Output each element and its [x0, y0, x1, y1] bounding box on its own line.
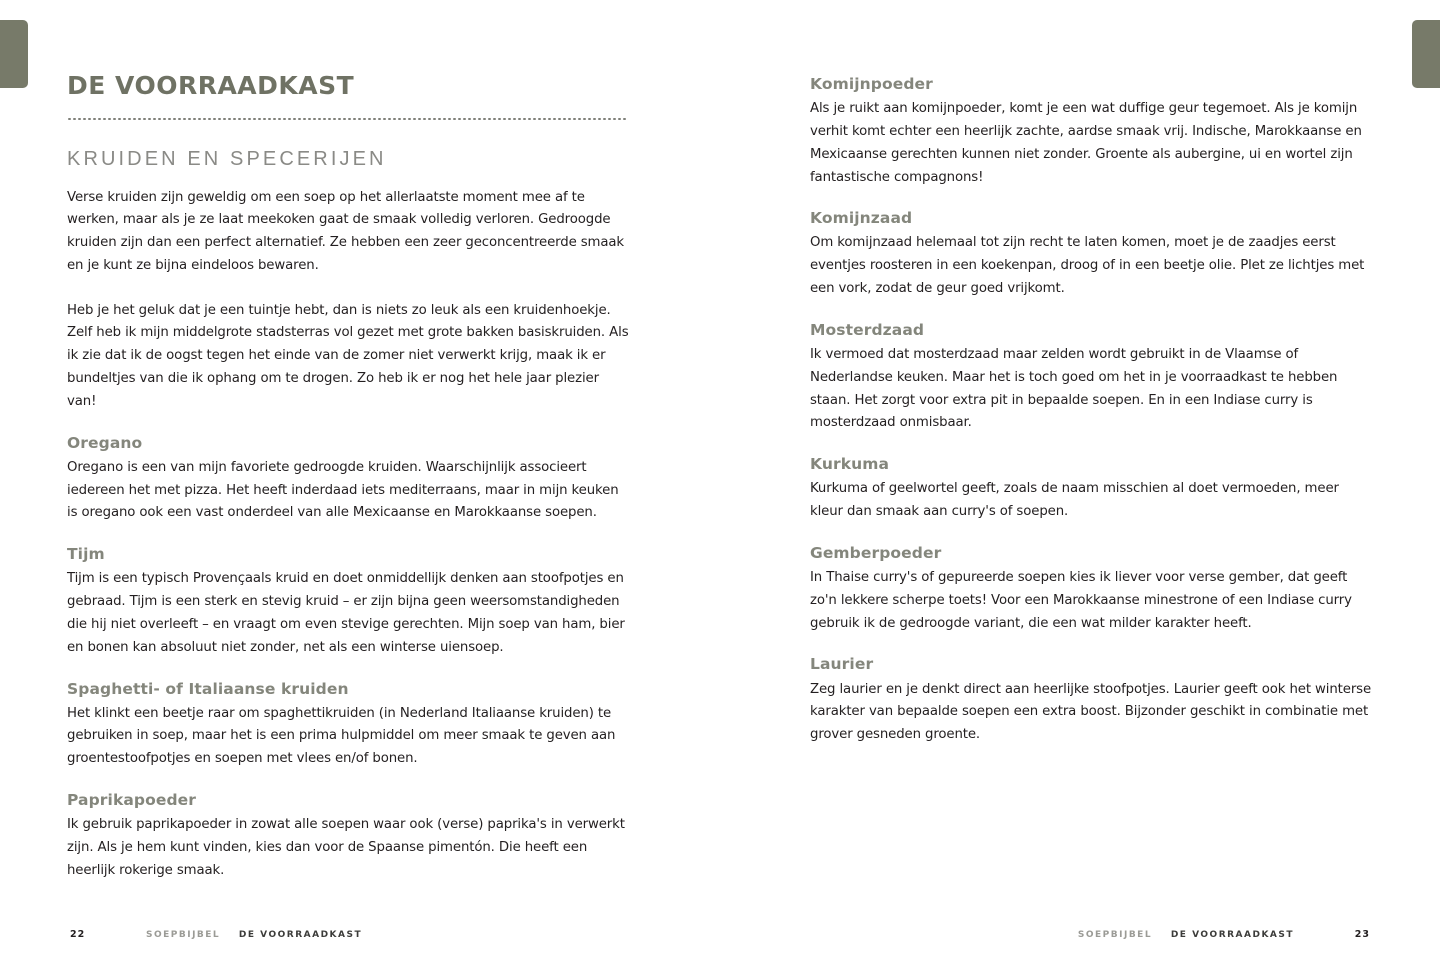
- left-page-text-column: [67, 62, 629, 883]
- spice-heading: Paprikapoeder: [67, 791, 197, 810]
- page-number: 23: [1354, 929, 1370, 940]
- footer-book-title: SOEPBIJBEL: [145, 930, 221, 940]
- intro-paragraph: Heb je het geluk dat je een tuintje hebt, dan is niets zo leuk als een kruidenhoekje. Zelf heb ik mijn middelgrote stadsterras vol gezet met grote bakken basiskruiden. Als ik zie dat ik de oogst tegen het einde van de zomer niet verwerkt krijg, maak ik er bundeltjes van die ik ophang om te drogen. Zo heb ik er nog het hele jaar plezier van!: [67, 302, 629, 409]
- spice-description: Ik gebruik paprikapoeder in zowat alle soepen waar ook (verse) paprika's in verwerkt zijn. Als je hem kunt vinden, kies dan voor de Spaanse pimentón. Die heeft een heerlijk rokerige smaak.: [67, 817, 625, 878]
- spice-description: Zeg laurier en je denkt direct aan heerlijke stoofpotjes. Laurier geeft ook het winterse karakter van bepaalde soepen een extra boost. Bijzonder geschikt in combinatie met grover gesneden groente.: [810, 681, 1372, 743]
- spice-heading: Gemberpoeder: [810, 543, 942, 562]
- spice-description: Kurkuma of geelwortel geeft, zoals de naam misschien al doet vermoeden, meer kleur dan smaak aan curry's of soepen.: [810, 481, 1339, 520]
- page-title: DE VOORRAADKAST: [67, 71, 355, 100]
- spice-description: In Thaise curry's of gepureerde soepen kies ik liever voor verse gember, dat geeft zo'n lekkere scherpe toets! Voor een Marokkaanse minestrone of een Indiase curry gebruik ik de gedroogde variant, die een wat milder karakter heeft.: [810, 570, 1352, 631]
- page-number: 22: [70, 929, 86, 940]
- spice-description: Tijm is een typisch Provençaals kruid en doet onmiddellijk denken aan stoofpotjes en gebraad. Tijm is een sterk en stevig kruid – er zijn bijna geen weersomstandigheden die hij niet overleeft – en vraagt om even stevige gerechten. Mijn soep van ham, bier en bonen kan absoluut niet zonder, net als een winterse uiensoep.: [67, 571, 625, 655]
- spice-heading: Spaghetti- of Italiaanse kruiden: [67, 679, 349, 698]
- spice-description: Als je ruikt aan komijnpoeder, komt je een wat duffige geur tegemoet. Als je komijn verhit komt echter een heerlijk zachte, aardse smaak vrij. Indische, Marokkaanse en Mexicaanse gerechten kunnen niet zonder. Groente als aubergine, ui en wortel zijn fantastische compagnons!: [810, 101, 1362, 185]
- intro-paragraph: Verse kruiden zijn geweldig om een soep op het allerlaatste moment mee af te werken, maar als je ze laat meekoken gaat de smaak volledig verloren. Gedroogde kruiden zijn dan een perfect alternatief. Ze hebben een zeer geconcentreerde smaak en je kunt ze bijna eindeloos bewaren.: [67, 189, 625, 273]
- spice-description: Om komijnzaad helemaal tot zijn recht te laten komen, moet je de zaadjes eerst eventjes roosteren in een koekenpan, droog of in een beetje olie. Plet ze lichtjes met een vork, zodat de geur goed vrijkomt.: [810, 235, 1365, 297]
- footer-book-title: SOEPBIJBEL: [1077, 930, 1153, 940]
- spice-heading: Komijnzaad: [810, 209, 913, 228]
- section-heading: KRUIDEN EN SPECERIJEN: [67, 147, 387, 170]
- spice-description: Het klinkt een beetje raar om spaghettikruiden (in Nederland Italiaanse kruiden) te gebruiken in soep, maar het is een prima hulpmiddel om meer smaak te geven aan groentestoofpotjes en soepen met vlees en/of bonen.: [67, 705, 616, 767]
- spice-heading: Oregano: [67, 433, 143, 452]
- footer-chapter-title: DE VOORRAADKAST: [1170, 930, 1295, 940]
- spice-description: Ik vermoed dat mosterdzaad maar zelden wordt gebruikt in de Vlaamse of Nederlandse keuken. Maar het is toch goed om het in je voorraadkast te hebben staan. Het zorgt voor extra pit in bepaalde soepen. En in een Indiase curry is mosterdzaad onmisbaar.: [810, 347, 1338, 431]
- left-page-footer: [70, 930, 362, 940]
- intro-paragraphs: [67, 187, 629, 414]
- right-page: [720, 0, 1440, 976]
- spice-heading: Laurier: [810, 655, 874, 674]
- spice-heading: Komijnpoeder: [810, 75, 933, 93]
- spice-heading: Kurkuma: [810, 455, 890, 474]
- right-page-footer: [1078, 930, 1370, 940]
- title-dotted-divider: [67, 117, 628, 121]
- spice-heading: Tijm: [67, 545, 105, 564]
- right-page-text-column: [810, 62, 1372, 747]
- spice-description: Oregano is een van mijn favoriete gedroogde kruiden. Waarschijnlijk associeert iedereen het met pizza. Het heeft inderdaad iets mediterraans, maar in mijn keuken is oregano ook een vast onderdeel van alle Mexicaanse en Marokkaanse soepen.: [67, 459, 619, 521]
- footer-chapter-title: DE VOORRAADKAST: [238, 930, 363, 940]
- spice-heading: Mosterdzaad: [810, 320, 925, 339]
